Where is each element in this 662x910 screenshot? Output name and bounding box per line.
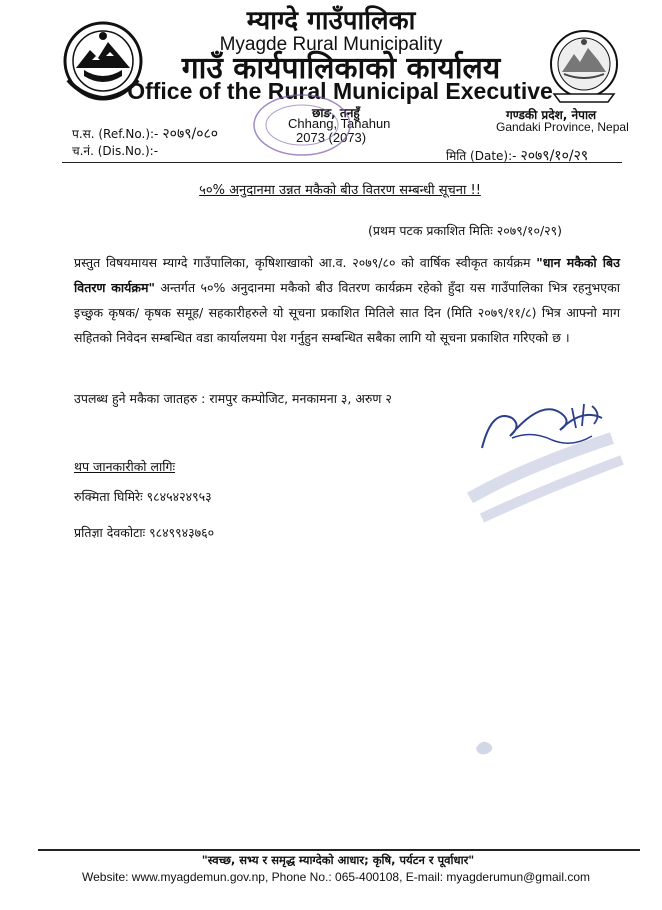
municipality-name-english: Myagde Rural Municipality bbox=[219, 34, 443, 55]
notice-subject: ५०% अनुदानमा उन्नत मकैको बीउ वितरण सम्बन्धी सूचना !! bbox=[199, 183, 481, 198]
header-divider bbox=[62, 162, 622, 163]
program-name: "धान मकैको बिउ वितरण कार्यक्रम" bbox=[74, 255, 620, 295]
office-name-nepali: गाउँ कार्यपालिकाको कार्यालय bbox=[181, 51, 501, 86]
reference-number bbox=[72, 124, 218, 143]
contact-person-2: प्रतिज्ञा देवकोटाः ९८४९९४३७६० bbox=[74, 525, 215, 540]
location-nepali: छाङ, तनहुँ bbox=[312, 106, 360, 120]
office-name-english: Office of the Rural Municipal Executive bbox=[127, 78, 553, 104]
more-info-heading: थप जानकारीको लागिः bbox=[74, 459, 176, 474]
footer-motto: "स्वच्छ, सभ्य र समृद्ध म्याग्देको आधार; कृषि, पर्यटन र पूर्वाधार" bbox=[201, 853, 475, 867]
province-english: Gandaki Province, Nepal bbox=[496, 120, 629, 134]
date-value: २०७९/१०/२९ bbox=[520, 148, 589, 164]
dis-label: च.नं. (Dis.No.):- bbox=[72, 144, 159, 158]
contact-person-1: रुक्मिता घिमिरेः ९८४५४२४९५३ bbox=[74, 489, 212, 504]
maize-varieties: उपलब्ध हुने मकैका जातहरु : रामपुर कम्पोजिट, मनकामना ३, अरुण २ bbox=[74, 391, 392, 406]
office-stamp bbox=[250, 90, 354, 160]
first-published-date: (प्रथम पटक प्रकाशित मितिः २०७९/१०/२९) bbox=[368, 223, 563, 238]
province-nepali: गण्डकी प्रदेश, नेपाल bbox=[506, 108, 597, 122]
ink-smudge bbox=[470, 730, 500, 760]
date-label: मिति (Date):- bbox=[446, 149, 517, 163]
footer-divider bbox=[38, 849, 640, 851]
notice-body bbox=[74, 250, 620, 350]
body-details: अन्तर्गत ५०% अनुदानमा मकैको बीउ वितरण कार्यक्रम रहेको हुँदा यस गाउँपालिका भित्र रहनुभएका इच्छुक कृषक/ कृषक समूह/ सहकारीहरुले यो सूचना प्रकाशित मितिले सात दिन (मिति २०७९/११/८) भित्र आफ्नो माग सहितको निवेदन सम्बन्धित वडा कार्यालयमा पेश गर्नुहुन सम्बन्धित सबैका लागि यो सूचना प्रकाशित गरिएको छ । bbox=[74, 280, 620, 345]
established-year: 2073 (2073) bbox=[296, 130, 367, 145]
ref-value: २०७९/०८० bbox=[162, 126, 219, 142]
municipality-name-nepali: म्याग्दे गाउँपालिका bbox=[246, 6, 416, 36]
footer-contact: Website: www.myagdemun.gov.np, Phone No.: 065-400108, E-mail: myagderumun@gmail.com bbox=[82, 870, 590, 884]
ref-label: प.स. (Ref.No.):- bbox=[72, 127, 159, 141]
body-intro: प्रस्तुत विषयमायस म्याग्दे गाउँपालिका, कृषिशाखाको आ.व. २०७९/८० को वार्षिक स्वीकृत कार्यक्रम bbox=[74, 255, 531, 270]
location-english: Chhang, Tanahun bbox=[288, 116, 391, 131]
dispatch-number bbox=[72, 142, 158, 159]
signature-stamp bbox=[452, 378, 628, 528]
